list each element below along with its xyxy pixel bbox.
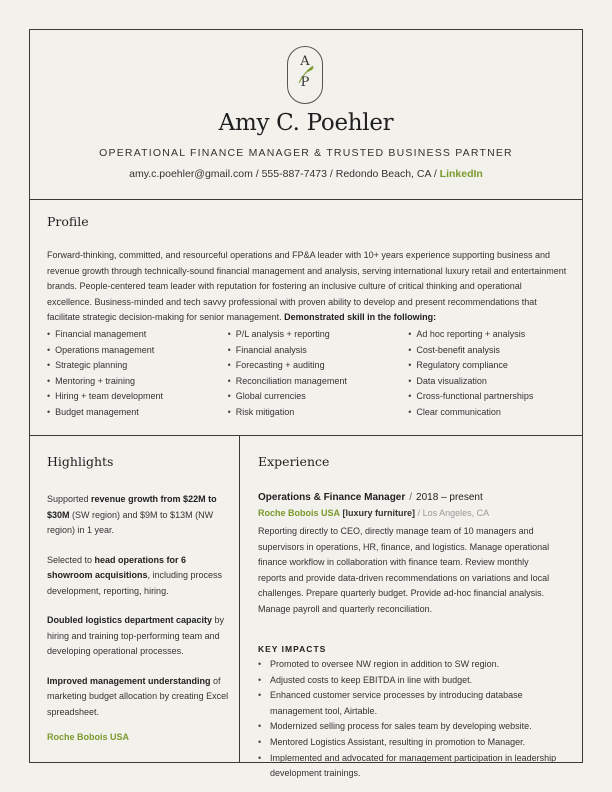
highlight-item xyxy=(47,492,232,539)
monogram-logo xyxy=(287,46,323,104)
highlights-company: Roche Bobois USA xyxy=(47,732,130,742)
skill-item: • Clear communication xyxy=(408,405,567,421)
skill-item: • P/L analysis + reporting xyxy=(228,327,409,343)
skills-column-2 xyxy=(228,327,409,421)
skill-item: • Hiring + team development xyxy=(47,389,228,405)
highlight-text: Selected to xyxy=(47,554,95,565)
highlights-section xyxy=(30,436,240,762)
skills-column-1 xyxy=(47,327,228,421)
location-text: Redondo Beach, CA xyxy=(335,168,431,180)
skill-item: • Strategic planning xyxy=(47,358,228,374)
skill-item: • Global currencies xyxy=(228,389,409,405)
skill-item: • Financial management xyxy=(47,327,228,343)
job-industry: [luxury furniture] xyxy=(342,508,416,518)
highlight-emphasis: revenue growth from $22M to $30M xyxy=(47,494,217,520)
experience-section xyxy=(241,436,582,779)
skill-item: • Risk mitigation xyxy=(228,405,409,421)
linkedin-link[interactable]: LinkedIn xyxy=(439,168,483,180)
job-description: Reporting directly to CEO, directly manage team of 10 managers and supervisors in operations, HR, finance, and logistics. Manage operational finance workflow in collaboration with finance team. Review monthly reports and provide data-driven recommendations on variations and local challenges. Prepare quarterly budget. Provide ad-hoc financial analysis. Manage payroll and quarterly reconciliation. xyxy=(258,526,550,614)
job-role: Operations & Finance Manager xyxy=(258,492,406,503)
experience-title: Experience xyxy=(258,454,330,469)
highlights-title: Highlights xyxy=(47,454,114,469)
email-link[interactable]: amy.c.poehler@gmail.com xyxy=(129,168,253,180)
profile-section xyxy=(30,200,582,436)
impact-item: • Promoted to oversee NW region in addition to SW region. xyxy=(258,657,558,673)
highlight-item xyxy=(47,674,232,721)
contact-separator: / xyxy=(255,168,259,180)
skill-item: • Cost-benefit analysis xyxy=(408,343,567,359)
resume-header xyxy=(30,30,582,200)
monogram-first-initial: A xyxy=(300,54,310,69)
highlight-item xyxy=(47,613,232,660)
highlight-emphasis: head operations for 6 showroom acquisitions xyxy=(47,554,187,580)
skills-intro: Demonstrated skill in the following: xyxy=(284,312,437,323)
impact-item: • Implemented and advocated for management participation in leadership development trainings. xyxy=(258,751,558,782)
phone-number: 555-887-7473 xyxy=(261,168,327,180)
key-impacts-list xyxy=(258,657,558,782)
skill-item: • Budget management xyxy=(47,405,228,421)
monogram-last-initial: P xyxy=(300,75,310,90)
skills-column-3 xyxy=(408,327,567,421)
impact-item: • Enhanced customer service processes by introducing database management tool, Airtable. xyxy=(258,688,558,719)
contact-separator: / xyxy=(329,168,333,180)
profile-summary xyxy=(47,248,567,326)
skill-item: • Operations management xyxy=(47,343,228,359)
job-company: Roche Bobois USA xyxy=(258,508,341,518)
candidate-name: Amy C. Poehler xyxy=(218,110,394,136)
job-company-line xyxy=(258,508,489,518)
highlight-emphasis: Doubled logistics department capacity xyxy=(47,615,213,625)
skill-item: • Data visualization xyxy=(408,374,567,390)
contact-line xyxy=(30,168,582,180)
highlight-item xyxy=(47,553,232,600)
impact-item: • Modernized selling process for sales team by developing website. xyxy=(258,719,558,735)
contact-separator: / xyxy=(433,168,437,180)
profile-title: Profile xyxy=(47,214,89,229)
highlight-text: (SW region) and $9M to $13M (NW region) in 1 year. xyxy=(47,509,214,535)
skills-columns xyxy=(47,327,567,421)
job-dates: 2018 – present xyxy=(416,492,483,503)
highlight-text: Supported xyxy=(47,494,92,504)
skill-item: • Mentoring + training xyxy=(47,374,228,390)
candidate-tagline: OPERATIONAL FINANCE MANAGER & TRUSTED BUSINESS PARTNER xyxy=(99,147,513,159)
profile-text: Forward-thinking, committed, and resourceful operations and FP&A leader with 10+ years experience supporting business and revenue growth through technically-sound financial management and analysis, serving international luxury retail and entertainment brands. People-centered team leader with reputation for fostering an inclusive culture of critical thinking and operational excellence. Business-minded and tech savvy professional with proven ability to develop and present recommendations that facilitate strategic decision-making for senior management. xyxy=(47,250,567,323)
highlight-text: by hiring and training top-performing team and developing operational processes. xyxy=(47,615,225,656)
highlights-list xyxy=(47,492,232,742)
impact-item: • Mentored Logistics Assistant, resulting in promotion to Manager. xyxy=(258,735,558,751)
job-separator: / xyxy=(417,508,421,518)
skill-item: • Ad hoc reporting + analysis xyxy=(408,327,567,343)
skill-item: • Forecasting + auditing xyxy=(228,358,409,374)
skill-item: • Financial analysis xyxy=(228,343,409,359)
skill-item: • Cross-functional partnerships xyxy=(408,389,567,405)
job-separator: / xyxy=(409,492,413,503)
skill-item: • Reconciliation management xyxy=(228,374,409,390)
key-impacts-label: KEY IMPACTS xyxy=(258,644,327,654)
highlight-text: of marketing budget allocation by creating Excel spreadsheet. xyxy=(47,675,229,717)
impact-item: • Adjusted costs to keep EBITDA in line with budget. xyxy=(258,673,558,689)
highlight-text: , including process development, reporting, hiring. xyxy=(47,570,223,596)
resume-frame xyxy=(29,29,583,779)
highlight-emphasis: Improved management understanding xyxy=(47,675,211,686)
skill-item: • Regulatory compliance xyxy=(408,358,567,374)
job-header xyxy=(258,492,568,503)
job-location: Los Angeles, CA xyxy=(422,508,490,518)
